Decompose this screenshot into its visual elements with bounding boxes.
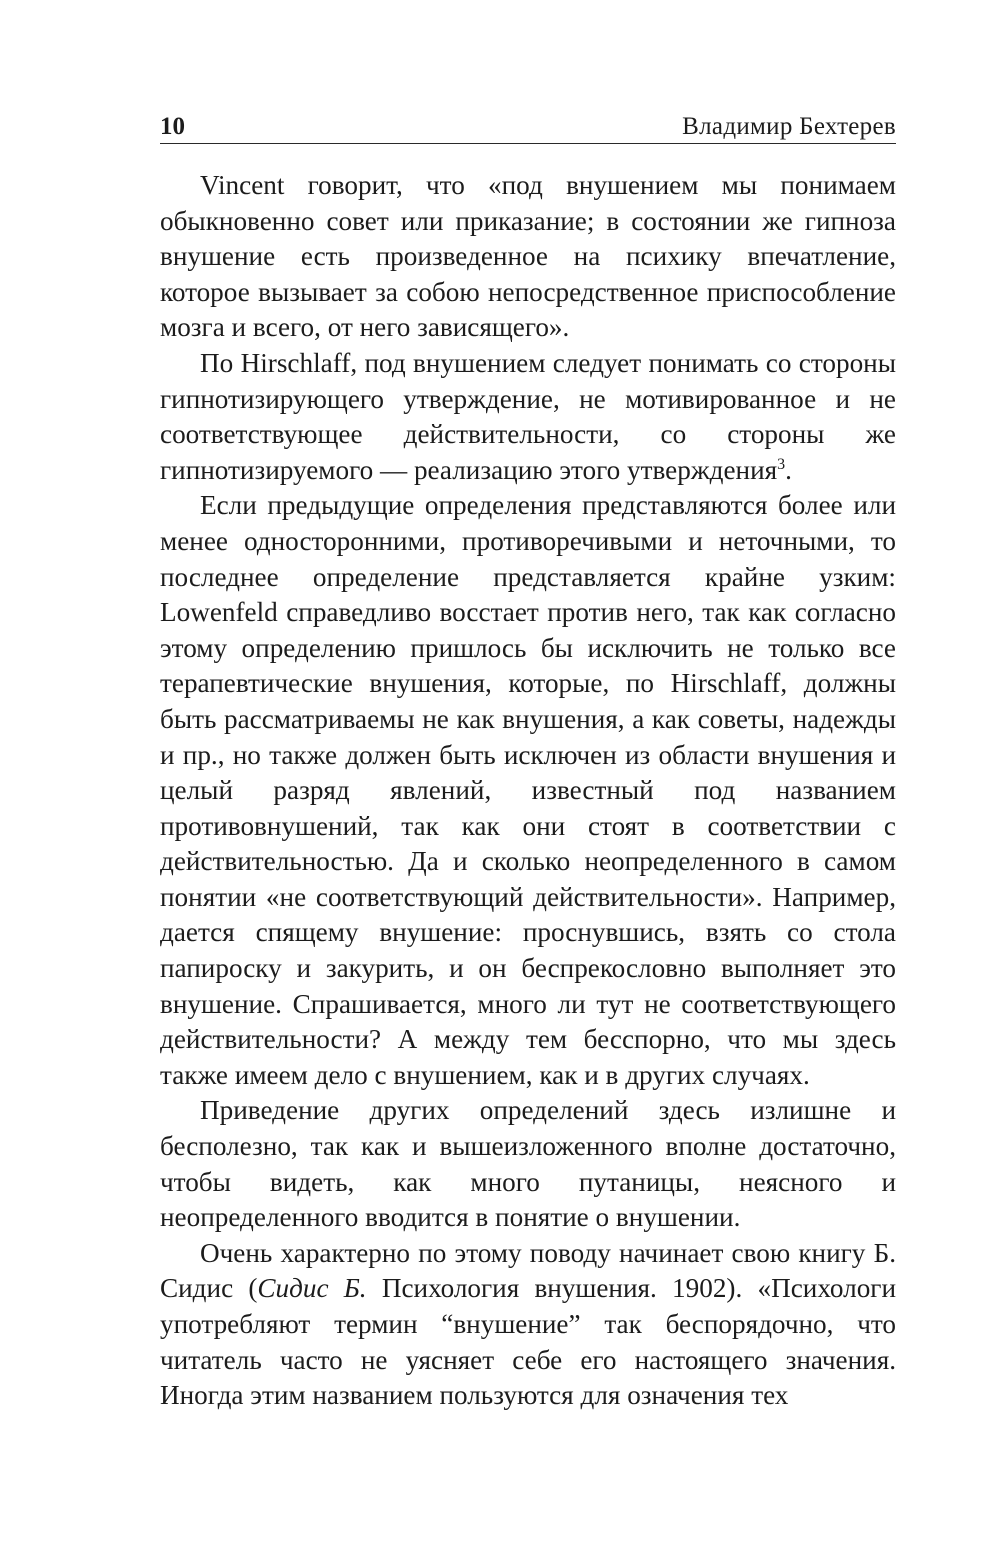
paragraph-other-definitions: Приведение других определений здесь излишне и бесполезно, так как и вышеизложенного вполне достаточно, чтобы видеть, как много путаницы, неясного и неопределенного вводится в понятие о внушении. xyxy=(160,1095,896,1233)
page-number: 10 xyxy=(160,113,185,140)
paragraph-lowenfeld: Если предыдущие определения представляются более или менее односторонними, противоречивыми и неточными, то последнее определение представляется крайне узким: Lowenfeld справедливо восстает против него, так как согласно этому определению пришлось бы исключить не только все терапевтические внушения, которые, по Hirschlaff, должны быть рассматриваемы не как внушения, а как советы, надежды и пр., но также должен быть исключен из области внушения и целый разряд явлений, известный под названием противовнушений, так как они стоят в соответствии с действительностью. Да и сколько неопределенного в самом понятии «не соответствующий действительности». Например, дается спящему внушение: проснувшись, взять со стола папироску и закурить, и он беспрекословно выполняет это внушение. Спрашивается, много ли тут не соответствующего действительности? А между тем бесспорно, что мы здесь также имеем дело с внушением, как и в других случаях. xyxy=(160,490,896,1090)
running-header xyxy=(160,111,896,144)
paragraph-hirschlaff xyxy=(160,346,896,488)
running-title: Владимир Бехтерев xyxy=(682,113,896,140)
paragraph-hirschlaff-end: . xyxy=(785,454,792,485)
paragraph-hirschlaff-text: По Hirschlaff, под внушением следует понимать со стороны гипнотизирующего утверждение, не мотивированное и не соответствующее действительности, со стороны же гипнотизируемого — реализацию этого утверждения xyxy=(160,347,896,485)
footnote-marker: 3 xyxy=(777,455,786,473)
paragraph-vincent: Vincent говорит, что «под внушением мы понимаем обыкновенно совет или приказание; в состоянии же гипноза внушение есть произведенное на психику впечатление, которое вызывает за собою непосредственное приспособление мозга и всего, от него зависящего». xyxy=(160,170,896,343)
paragraph-sidis-start: Очень характерно по этому поводу начинает свою книгу Б. Сидис ( xyxy=(160,1237,896,1304)
citation-author: Сидис Б. xyxy=(257,1273,367,1304)
paragraph-sidis xyxy=(160,1236,896,1414)
body-text xyxy=(160,168,896,1414)
paragraph-sidis-end: Психология внушения. 1902). «Психологи употребляют термин “внушение” так беспорядочно, что читатель часто не уясняет себе его настоящего значения. Иногда этим названием пользуются для означения тех xyxy=(160,1273,896,1411)
